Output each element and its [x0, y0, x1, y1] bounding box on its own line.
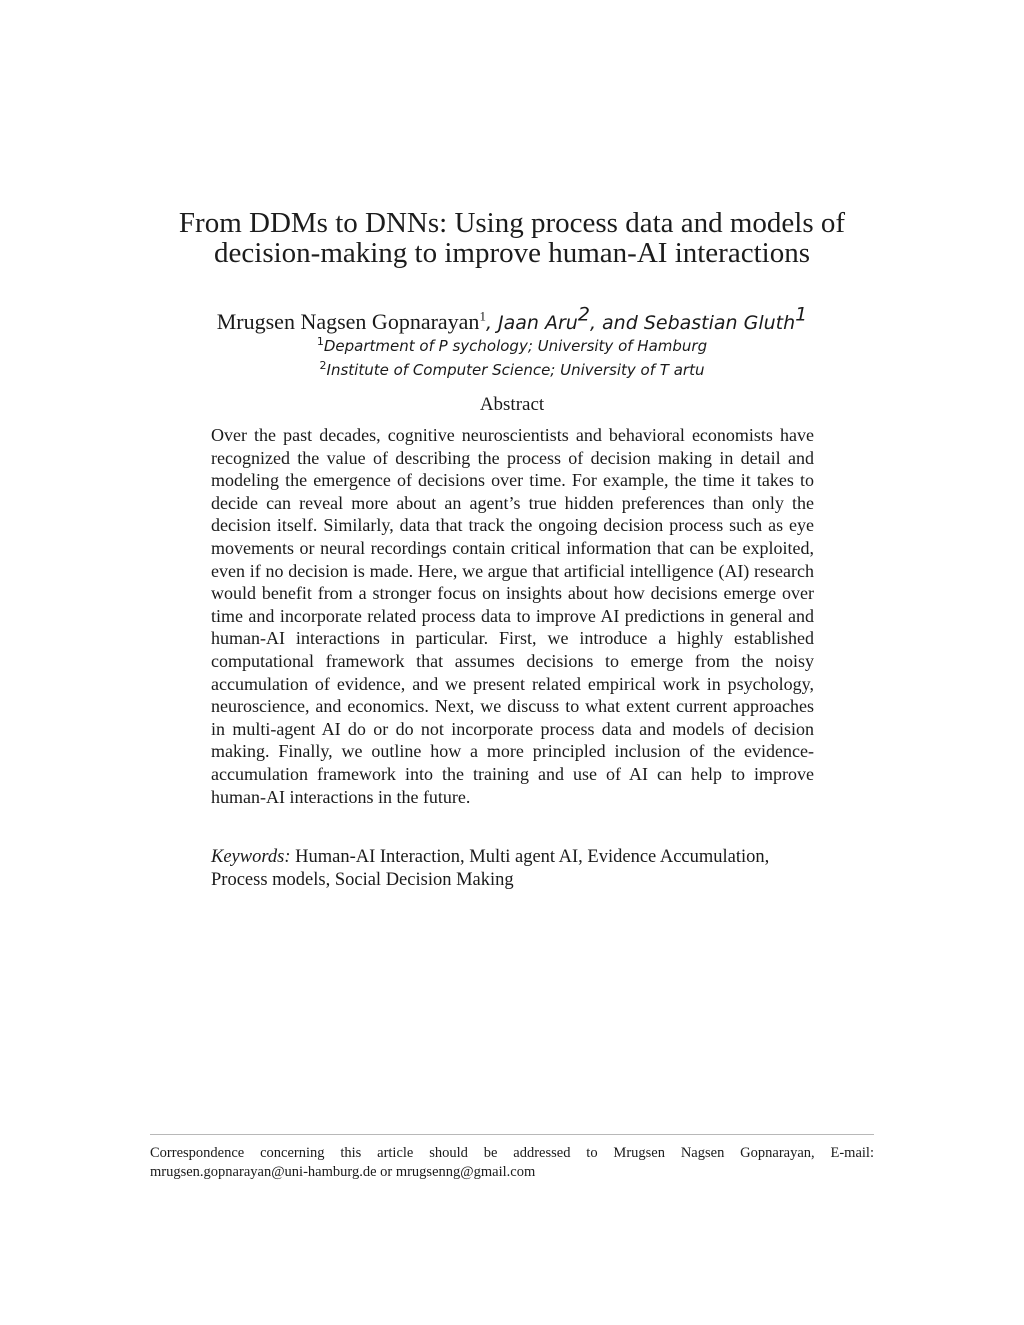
author-separator-2: , and — [589, 312, 644, 334]
abstract-heading: Abstract — [479, 394, 545, 415]
footnote-divider — [150, 1134, 874, 1135]
author-1-name: Mrugsen Nagsen Gopnarayan — [216, 309, 480, 334]
correspondence-footnote: Correspondence concerning this article should be addressed to Mrugsen Nagsen Gopnarayan, E-mail: mrugsen.gopnarayan@uni-hamburg.de or mrugsenng@gmail.com — [150, 1145, 874, 1180]
keywords-label: Keywords: — [211, 847, 291, 867]
affiliation-2-text: Institute of Computer Science; University of T artu — [326, 361, 705, 379]
author-1-affil-mark: 1 — [479, 308, 486, 324]
affiliation-2-mark: 2 — [319, 359, 327, 372]
author-separator-1: , — [485, 312, 499, 334]
affiliation-1-mark: 1 — [316, 335, 324, 348]
paper-title — [100, 208, 924, 268]
title-line-1: From DDMs to DNNs: Using process data and models of — [178, 207, 846, 239]
author-list — [100, 303, 924, 337]
affiliation-1-text: Department of P sychology; University of Hamburg — [323, 337, 708, 355]
author-3-affil-mark: 1 — [795, 303, 808, 326]
keywords-text: Human-AI Interaction, Multi agent AI, Evidence Accumulation, Process models, Social Decision Making — [211, 847, 770, 890]
author-2-affil-mark: 2 — [577, 303, 590, 326]
author-3-name: Sebastian Gluth — [643, 312, 796, 334]
affiliation-1 — [100, 336, 924, 356]
keywords — [211, 846, 814, 892]
affiliation-2 — [100, 360, 924, 380]
abstract-body: Over the past decades, cognitive neuroscientists and behavioral economists have recognized the value of describing the process of decision making in detail and modeling the emergence of decisions over time. For example, the time it takes to decide can reveal more about an agent’s true hidden preferences than only the decision itself. Similarly, data that track the ongoing decision process such as eye movements or neural recordings contain critical information that can be exploited, even if no decision is made. Here, we argue that artificial intelligence (AI) research would benefit from a stronger focus on insights about how decisions emerge over time and incorporate related process data to improve AI predictions in general and human-AI interactions in particular. First, we introduce a highly established computational framework that assumes decisions to emerge from the noisy accumulation of evidence, and we present related empirical work in psychology, neuroscience, and economics. Next, we discuss to what extent current approaches in multi-agent AI do or do not incorporate process data and models of decision making. Finally, we outline how a more principled inclusion of the evidence-accumulation framework into the training and use of AI can help to improve human-AI interactions in the future. — [211, 425, 814, 807]
title-line-2: decision-making to improve human-AI interactions — [214, 237, 810, 269]
author-2-name: Jaan Aru — [498, 312, 578, 334]
